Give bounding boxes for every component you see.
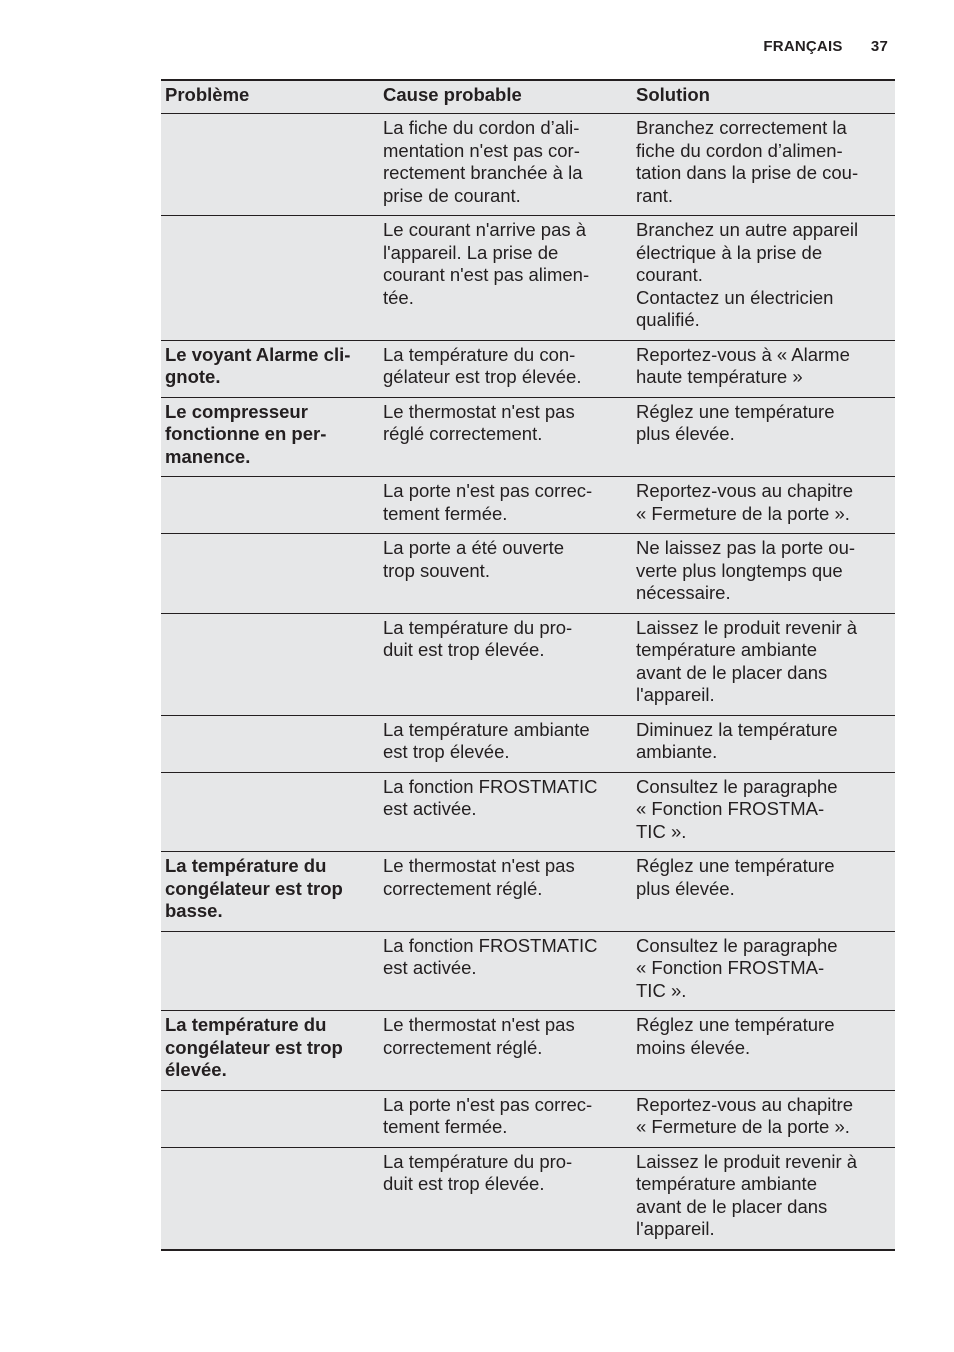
cause-cell: La porte n'est pas correc- tement fermée. (379, 477, 632, 534)
cause-cell: La fonction FROSTMATIC est activée. (379, 931, 632, 1011)
table-header-row (161, 80, 895, 114)
cause-cell: Le courant n'arrive pas à l'appareil. La prise de courant n'est pas alimen- tée. (379, 216, 632, 341)
solution-cell: Reportez-vous au chapitre « Fermeture de la porte ». (632, 477, 895, 534)
problem-cell (161, 534, 379, 614)
table-row (161, 477, 895, 534)
problem-cell (161, 114, 379, 216)
table-row (161, 715, 895, 772)
column-header-solution: Solution (632, 80, 895, 114)
cause-cell: La fonction FROSTMATIC est activée. (379, 772, 632, 852)
solution-cell: Branchez correctement la fiche du cordon d’alimen- tation dans la prise de cou- rant. (632, 114, 895, 216)
problem-cell: La température du congélateur est trop élevée. (161, 1011, 379, 1091)
table-row (161, 1011, 895, 1091)
page-header (763, 38, 888, 55)
problem-cell (161, 772, 379, 852)
problem-cell (161, 477, 379, 534)
table-row (161, 613, 895, 715)
solution-cell: Consultez le paragraphe « Fonction FROSTMA- TIC ». (632, 931, 895, 1011)
problem-cell (161, 1090, 379, 1147)
solution-cell: Branchez un autre appareil électrique à la prise de courant. Contactez un électricien qualifié. (632, 216, 895, 341)
solution-cell: Ne laissez pas la porte ou- verte plus longtemps que nécessaire. (632, 534, 895, 614)
cause-cell: La température ambiante est trop élevée. (379, 715, 632, 772)
solution-cell: Réglez une température moins élevée. (632, 1011, 895, 1091)
solution-cell: Consultez le paragraphe « Fonction FROSTMA- TIC ». (632, 772, 895, 852)
problem-cell (161, 613, 379, 715)
cause-cell: Le thermostat n'est pas correctement réglé. (379, 1011, 632, 1091)
cause-cell: La température du pro- duit est trop élevée. (379, 1147, 632, 1250)
page-number: 37 (870, 38, 888, 55)
column-header-problem: Problème (161, 80, 379, 114)
table-row (161, 216, 895, 341)
cause-cell: La température du con- gélateur est trop élevée. (379, 340, 632, 397)
cause-cell: La porte n'est pas correc- tement fermée. (379, 1090, 632, 1147)
solution-cell: Reportez-vous à « Alarme haute température » (632, 340, 895, 397)
solution-cell: Laissez le produit revenir à température ambiante avant de le placer dans l'appareil. (632, 1147, 895, 1250)
table-row (161, 931, 895, 1011)
problem-cell: Le voyant Alarme cli- gnote. (161, 340, 379, 397)
problem-cell (161, 216, 379, 341)
table-row (161, 534, 895, 614)
solution-cell: Laissez le produit revenir à température ambiante avant de le placer dans l'appareil. (632, 613, 895, 715)
troubleshooting-table (161, 79, 895, 1251)
column-header-cause: Cause probable (379, 80, 632, 114)
table-row (161, 852, 895, 932)
table-row (161, 114, 895, 216)
cause-cell: La température du pro- duit est trop élevée. (379, 613, 632, 715)
table-row (161, 1147, 895, 1250)
table-row (161, 397, 895, 477)
solution-cell: Reportez-vous au chapitre « Fermeture de la porte ». (632, 1090, 895, 1147)
problem-cell (161, 1147, 379, 1250)
table-row (161, 1090, 895, 1147)
problem-cell: Le compresseur fonctionne en per- manence. (161, 397, 379, 477)
solution-cell: Réglez une température plus élevée. (632, 852, 895, 932)
solution-cell: Réglez une température plus élevée. (632, 397, 895, 477)
language-label: FRANÇAIS (763, 38, 843, 55)
cause-cell: Le thermostat n'est pas correctement réglé. (379, 852, 632, 932)
cause-cell: La porte a été ouverte trop souvent. (379, 534, 632, 614)
table-row (161, 772, 895, 852)
cause-cell: Le thermostat n'est pas réglé correctement. (379, 397, 632, 477)
cause-cell: La fiche du cordon d’ali- mentation n'est pas cor- rectement branchée à la prise de courant. (379, 114, 632, 216)
table-row (161, 340, 895, 397)
problem-cell: La température du congélateur est trop basse. (161, 852, 379, 932)
solution-cell: Diminuez la température ambiante. (632, 715, 895, 772)
problem-cell (161, 931, 379, 1011)
problem-cell (161, 715, 379, 772)
